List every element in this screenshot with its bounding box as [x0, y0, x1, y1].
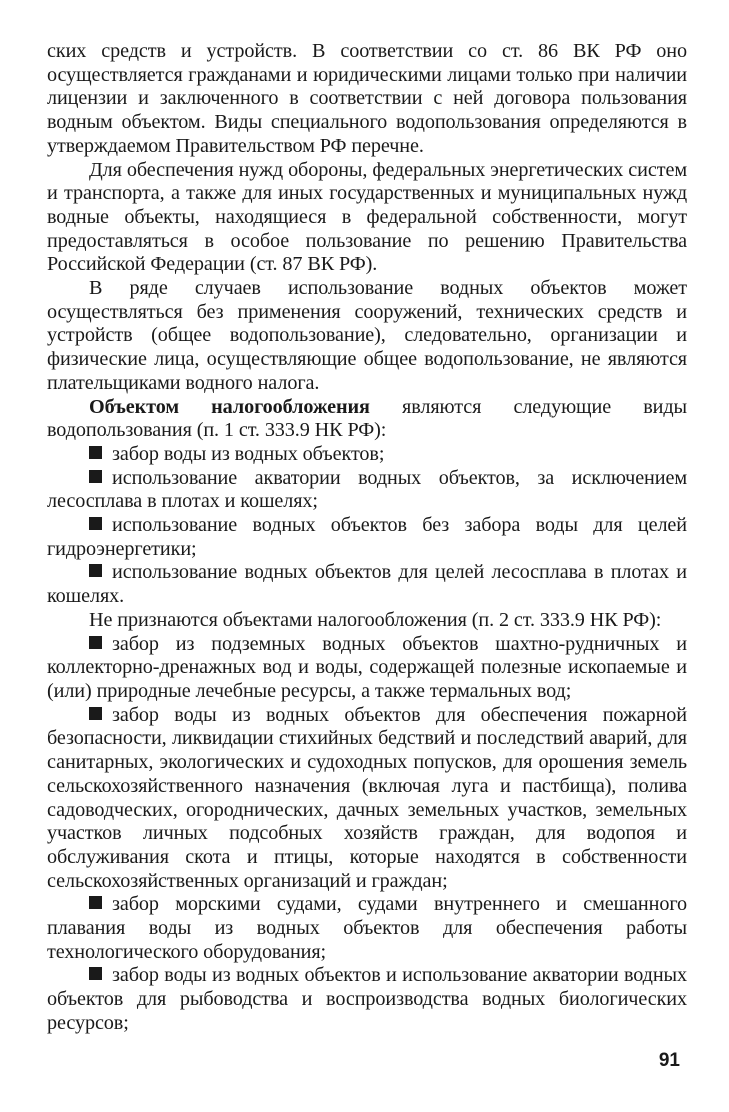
bullet-square-icon — [89, 564, 102, 577]
list-item: забор воды из водных объектов для обеспечения пожарной безопасности, ликвидации стихийных бедствий и последствий аварий, для санитарных, экологических и судоходных попусков, для орошения земель сельскохозяйственного назначения (включая луга и пастбища), полива садоводческих, огороднических, дачных земельных участков, земельных участков личных подсобных хозяйств граждан, для водопоя и обслуживания скота и птицы, которые находятся в собственности сельскохозяйственных организаций и граждан; — [47, 703, 687, 892]
bullet-square-icon — [89, 446, 102, 459]
page-number: 91 — [658, 1050, 680, 1071]
paragraph-3: В ряде случаев использование водных объектов может осуществляться без применения сооружений, технических средств и устройств (общее водопользование), следовательно, организации и физические лица, осуществляющие общее водопользование, не являются плательщиками водного налога. — [47, 277, 687, 394]
paragraph-1: ских средств и устройств. В соответствии со ст. 86 ВК РФ оно осуществляется гражданами и юридическими лицами только при наличии лицензии и заключенного в соответствии с ней договора пользования водным объектом. Виды специального водопользования определяются в утверждаемом Правительством РФ перечне. — [47, 40, 687, 157]
bullet-square-icon — [89, 896, 102, 909]
taxable-object-term: Объектом налогообложения — [89, 395, 370, 418]
paragraph-non-taxable-intro: Не признаются объектами налогообложения (п. 2 ст. 333.9 НК РФ): — [89, 608, 662, 631]
paragraph-taxable-intro — [47, 396, 687, 443]
bullet-square-icon — [89, 470, 102, 483]
list-item: использование водных объектов без забора воды для целей гидроэнергетики; — [47, 514, 687, 560]
bullet-square-icon — [89, 707, 102, 720]
bullet-square-icon — [89, 636, 102, 649]
list-item: забор из подземных водных объектов шахтно-рудничных и коллекторно-дренажных вод и воды, содержащей полезные ископаемые и (или) природные лечебные ресурсы, а также термальных вод; — [47, 632, 687, 702]
list-item: использование водных объектов для целей лесосплава в плотах и кошелях. — [47, 561, 687, 608]
list-item: забор воды из водных объектов; — [47, 443, 687, 467]
list-item: использование акватории водных объектов, за исключением лесосплава в плотах и кошелях; — [47, 466, 687, 513]
paragraph-2: Для обеспечения нужд обороны, федеральных энергетических систем и транспорта, а также для иных государственных и муниципальных нужд водные объекты, находящиеся в федеральной собственности, могут предоставляться в особое пользование по решению Правительства Российской Федерации (ст. 87 ВК РФ). — [47, 158, 687, 276]
list-item: забор воды из водных объектов и использование акватории водных объектов для рыбоводства и воспроизводства водных биологических ресурсов; — [47, 964, 687, 1034]
bullet-square-icon — [89, 517, 102, 530]
list-item: забор морскими судами, судами внутреннего и смешанного плавания воды из водных объектов для обеспечения работы технологического оборудования; — [47, 893, 687, 963]
taxable-intro-text: являются следующие виды водопользования (п. 1 ст. 333.9 НК РФ): — [47, 395, 688, 442]
bullet-square-icon — [89, 967, 102, 980]
page-body — [47, 40, 687, 1036]
